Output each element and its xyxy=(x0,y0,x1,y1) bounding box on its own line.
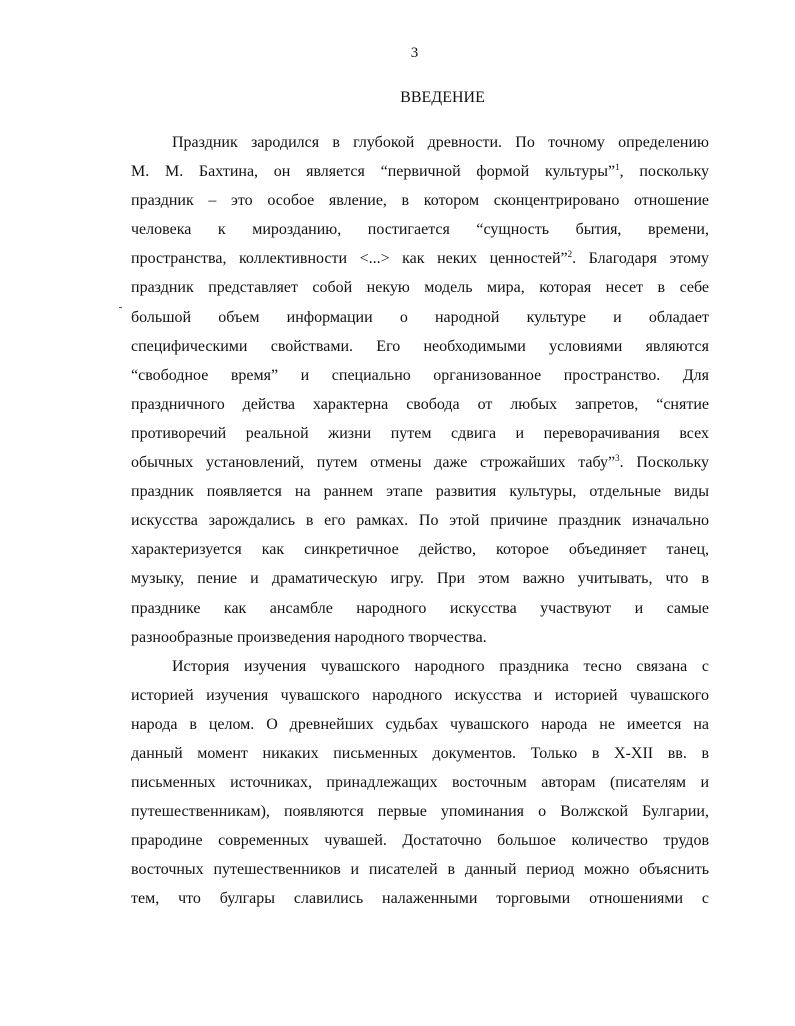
text-line xyxy=(131,390,709,419)
text-segment: большой объем информации о народной культуре и обладает xyxy=(131,308,709,326)
text-segment: обычных установлений, путем отмены даже строжайших табу” xyxy=(131,454,616,472)
text-segment: “свободное время” и специально организованное пространство. Для xyxy=(131,366,709,384)
text-line xyxy=(131,506,709,535)
text-segment: прародине современных чувашей. Достаточно большое количество трудов xyxy=(131,832,709,850)
text-line xyxy=(131,448,709,477)
text-segment: Праздник зародился в глубокой древности. По точному определению xyxy=(172,134,709,151)
text-segment: противоречий реальной жизни путем сдвига и переворачивания всех xyxy=(131,424,709,442)
text-line xyxy=(131,477,709,506)
text-segment: праздничного действа характерна свобода от любых запретов, “снятие xyxy=(131,395,709,413)
text-segment: пространства, коллективности <...> как неких ценностей” xyxy=(131,250,568,268)
text-line xyxy=(131,157,709,186)
text-line xyxy=(131,303,709,332)
text-segment: , поскольку xyxy=(619,163,710,181)
text-line xyxy=(131,273,709,302)
text-segment: праздник – это особое явление, в котором сконцентрировано отношение xyxy=(131,192,709,210)
text-segment: . Поскольку xyxy=(619,454,709,472)
text-line xyxy=(131,332,709,361)
page-number: 3 xyxy=(410,45,419,61)
text-line xyxy=(131,855,709,884)
margin-mark xyxy=(119,307,122,308)
text-segment: тем, что булгары славились налаженными торговыми отношениями с xyxy=(131,890,709,908)
text-segment: специфическими свойствами. Его необходимыми условиями являются xyxy=(131,337,709,355)
text-line xyxy=(131,768,709,797)
text-line xyxy=(131,884,709,913)
text-segment: данный момент никаких письменных документов. Только в X-XII вв. в xyxy=(131,744,709,762)
text-line xyxy=(131,710,709,739)
text-segment: восточных путешественников и писателей в данный период можно объяснить xyxy=(131,861,709,879)
text-segment: народа в целом. О древнейших судьбах чувашского народа не имеется на xyxy=(131,715,709,733)
text-line xyxy=(131,186,709,215)
footnote-ref: 2 xyxy=(567,249,573,260)
text-segment: разнообразные произведения народного творчества. xyxy=(131,628,487,646)
footnote-ref: 1 xyxy=(615,162,620,173)
text-segment: праздник появляется на раннем этапе развития культуры, отдельные виды xyxy=(131,483,709,501)
text-segment: историей изучения чувашского народного искусства и историей чувашского xyxy=(131,686,709,704)
text-line xyxy=(131,244,709,273)
text-line xyxy=(131,623,709,652)
text-line xyxy=(131,826,709,855)
text-segment: празднике как ансамбле народного искусства участвуют и самые xyxy=(131,599,709,617)
text-segment: путешественникам), появляются первые упоминания о Волжской Булгарии, xyxy=(131,803,709,821)
text-segment: человека к мирозданию, постигается “сущность бытия, времени, xyxy=(131,221,709,239)
text-line xyxy=(131,739,709,768)
body-text xyxy=(131,128,709,914)
text-line xyxy=(131,128,709,157)
text-line xyxy=(131,564,709,593)
text-line xyxy=(131,535,709,564)
text-line xyxy=(131,652,709,681)
text-segment: музыку, пение и драматическую игру. При этом важно учитывать, что в xyxy=(131,570,709,588)
text-line xyxy=(131,419,709,448)
text-segment: праздник представляет собой некую модель мира, которая несет в себе xyxy=(131,279,709,297)
text-line xyxy=(131,361,709,390)
text-segment: искусства зарождались в его рамках. По этой причине праздник изначально xyxy=(131,512,709,530)
text-line xyxy=(131,797,709,826)
text-segment: . Благодаря этому xyxy=(572,250,710,268)
footnote-ref: 3 xyxy=(615,453,620,464)
text-segment: характеризуется как синкретичное действо, которое объединяет танец, xyxy=(131,541,709,559)
section-heading: ВВЕДЕНИЕ xyxy=(400,89,485,106)
text-line xyxy=(131,215,709,244)
text-segment: письменных источниках, принадлежащих восточным авторам (писателям и xyxy=(131,774,709,792)
text-segment: М. М. Бахтина, он является “первичной формой культуры” xyxy=(131,163,616,181)
text-line xyxy=(131,594,709,623)
text-segment: История изучения чувашского народного праздника тесно связана с xyxy=(172,657,709,675)
text-line xyxy=(131,681,709,710)
